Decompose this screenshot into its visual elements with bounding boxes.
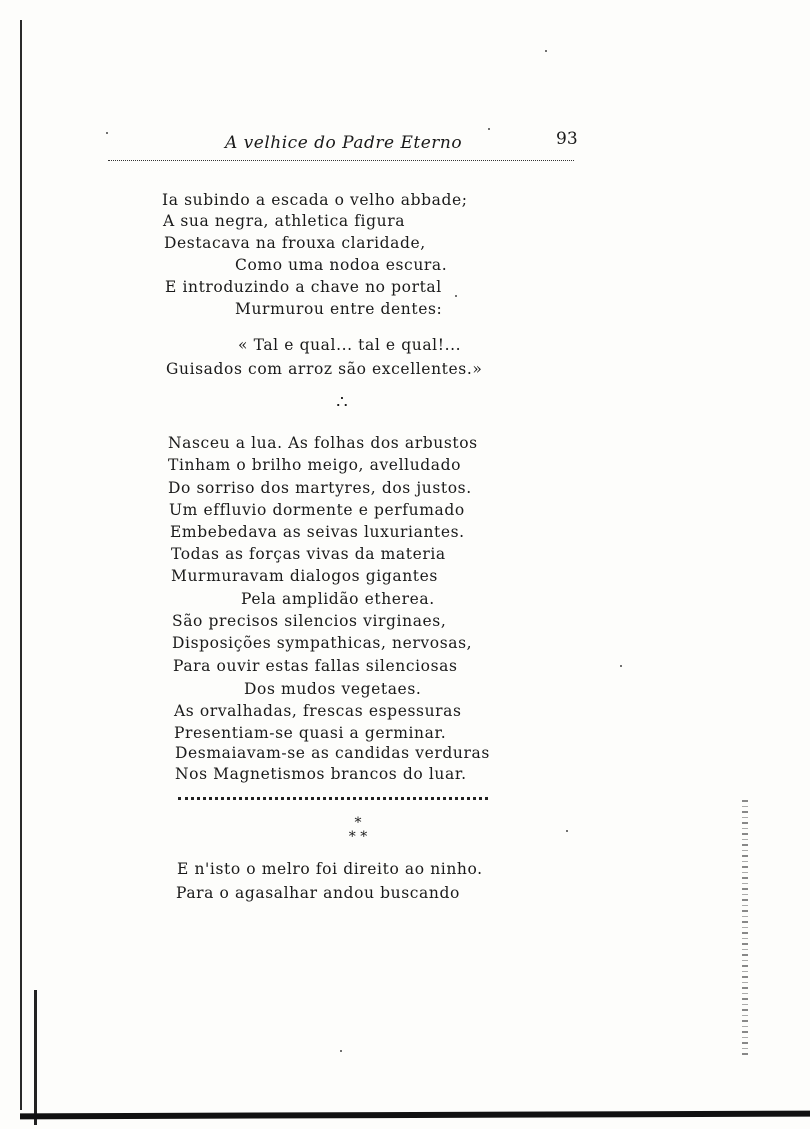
scan-left-edge (20, 20, 22, 1110)
verse-line: As orvalhadas, frescas espessuras (174, 702, 462, 720)
verse-line: Um effluvio dormente e perfumado (169, 501, 465, 519)
page-number: 93 (556, 129, 578, 149)
verse-line: « Tal e qual... tal e qual!... (238, 336, 462, 354)
verse-line: Pela amplidão etherea. (241, 590, 435, 608)
verse-line: Para o agasalhar andou buscando (176, 884, 460, 902)
verse-line: Do sorriso dos martyres, dos justos. (168, 479, 472, 497)
scan-bottom-edge (20, 1111, 810, 1120)
verse-line: Nos Magnetismos brancos do luar. (175, 765, 467, 783)
scan-speck (566, 830, 568, 832)
verse-line: Como uma nodoa escura. (235, 256, 448, 274)
running-header-title: A velhice do Padre Eterno (225, 133, 463, 153)
verse-line: Destacava na frouxa claridade, (164, 234, 426, 252)
verse-line: Todas as forças vivas da materia (171, 545, 446, 563)
verse-line: Nasceu a lua. As folhas dos arbustos (168, 434, 478, 452)
header-rule (108, 160, 574, 161)
verse-line: São precisos silencios virginaes, (172, 612, 447, 630)
verse-line: E introduzindo a chave no portal (165, 278, 442, 296)
scan-speck (545, 50, 547, 52)
section-ornament: ∴ (336, 392, 348, 413)
scan-left-edge-fragment (34, 990, 37, 1125)
verse-line: Guisados com arroz são excellentes.» (166, 360, 483, 378)
verse-line: Para ouvir estas fallas silenciosas (173, 657, 458, 675)
verse-line: Disposições sympathicas, nervosas, (172, 634, 473, 652)
verse-line: Ia subindo a escada o velho abbade; (162, 191, 468, 209)
scan-speck (340, 1050, 342, 1052)
verse-line: Murmuravam dialogos gigantes (171, 567, 438, 585)
scan-speck (488, 128, 490, 130)
asterism-top: * (354, 815, 362, 831)
verse-line: A sua negra, athletica figura (163, 212, 406, 230)
verse-line: E n'isto o melro foi direito ao ninho. (177, 860, 483, 878)
verse-line: Murmurou entre dentes: (235, 300, 443, 318)
verse-line: Desmaiavam-se as candidas verduras (175, 744, 490, 762)
verse-line: Presentiam-se quasi a germinar. (174, 724, 447, 742)
scan-speck (455, 295, 457, 297)
verse-line: Dos mudos vegetaes. (244, 680, 422, 698)
scan-speck (620, 665, 622, 667)
verse-line: Tinham o brilho meigo, avelludado (168, 456, 462, 474)
verse-line: Embebedava as seivas luxuriantes. (170, 523, 465, 541)
asterism-bottom: * * (348, 829, 368, 845)
scan-right-noise (742, 800, 748, 1055)
scan-speck (106, 132, 108, 134)
dotted-separator (178, 797, 488, 800)
